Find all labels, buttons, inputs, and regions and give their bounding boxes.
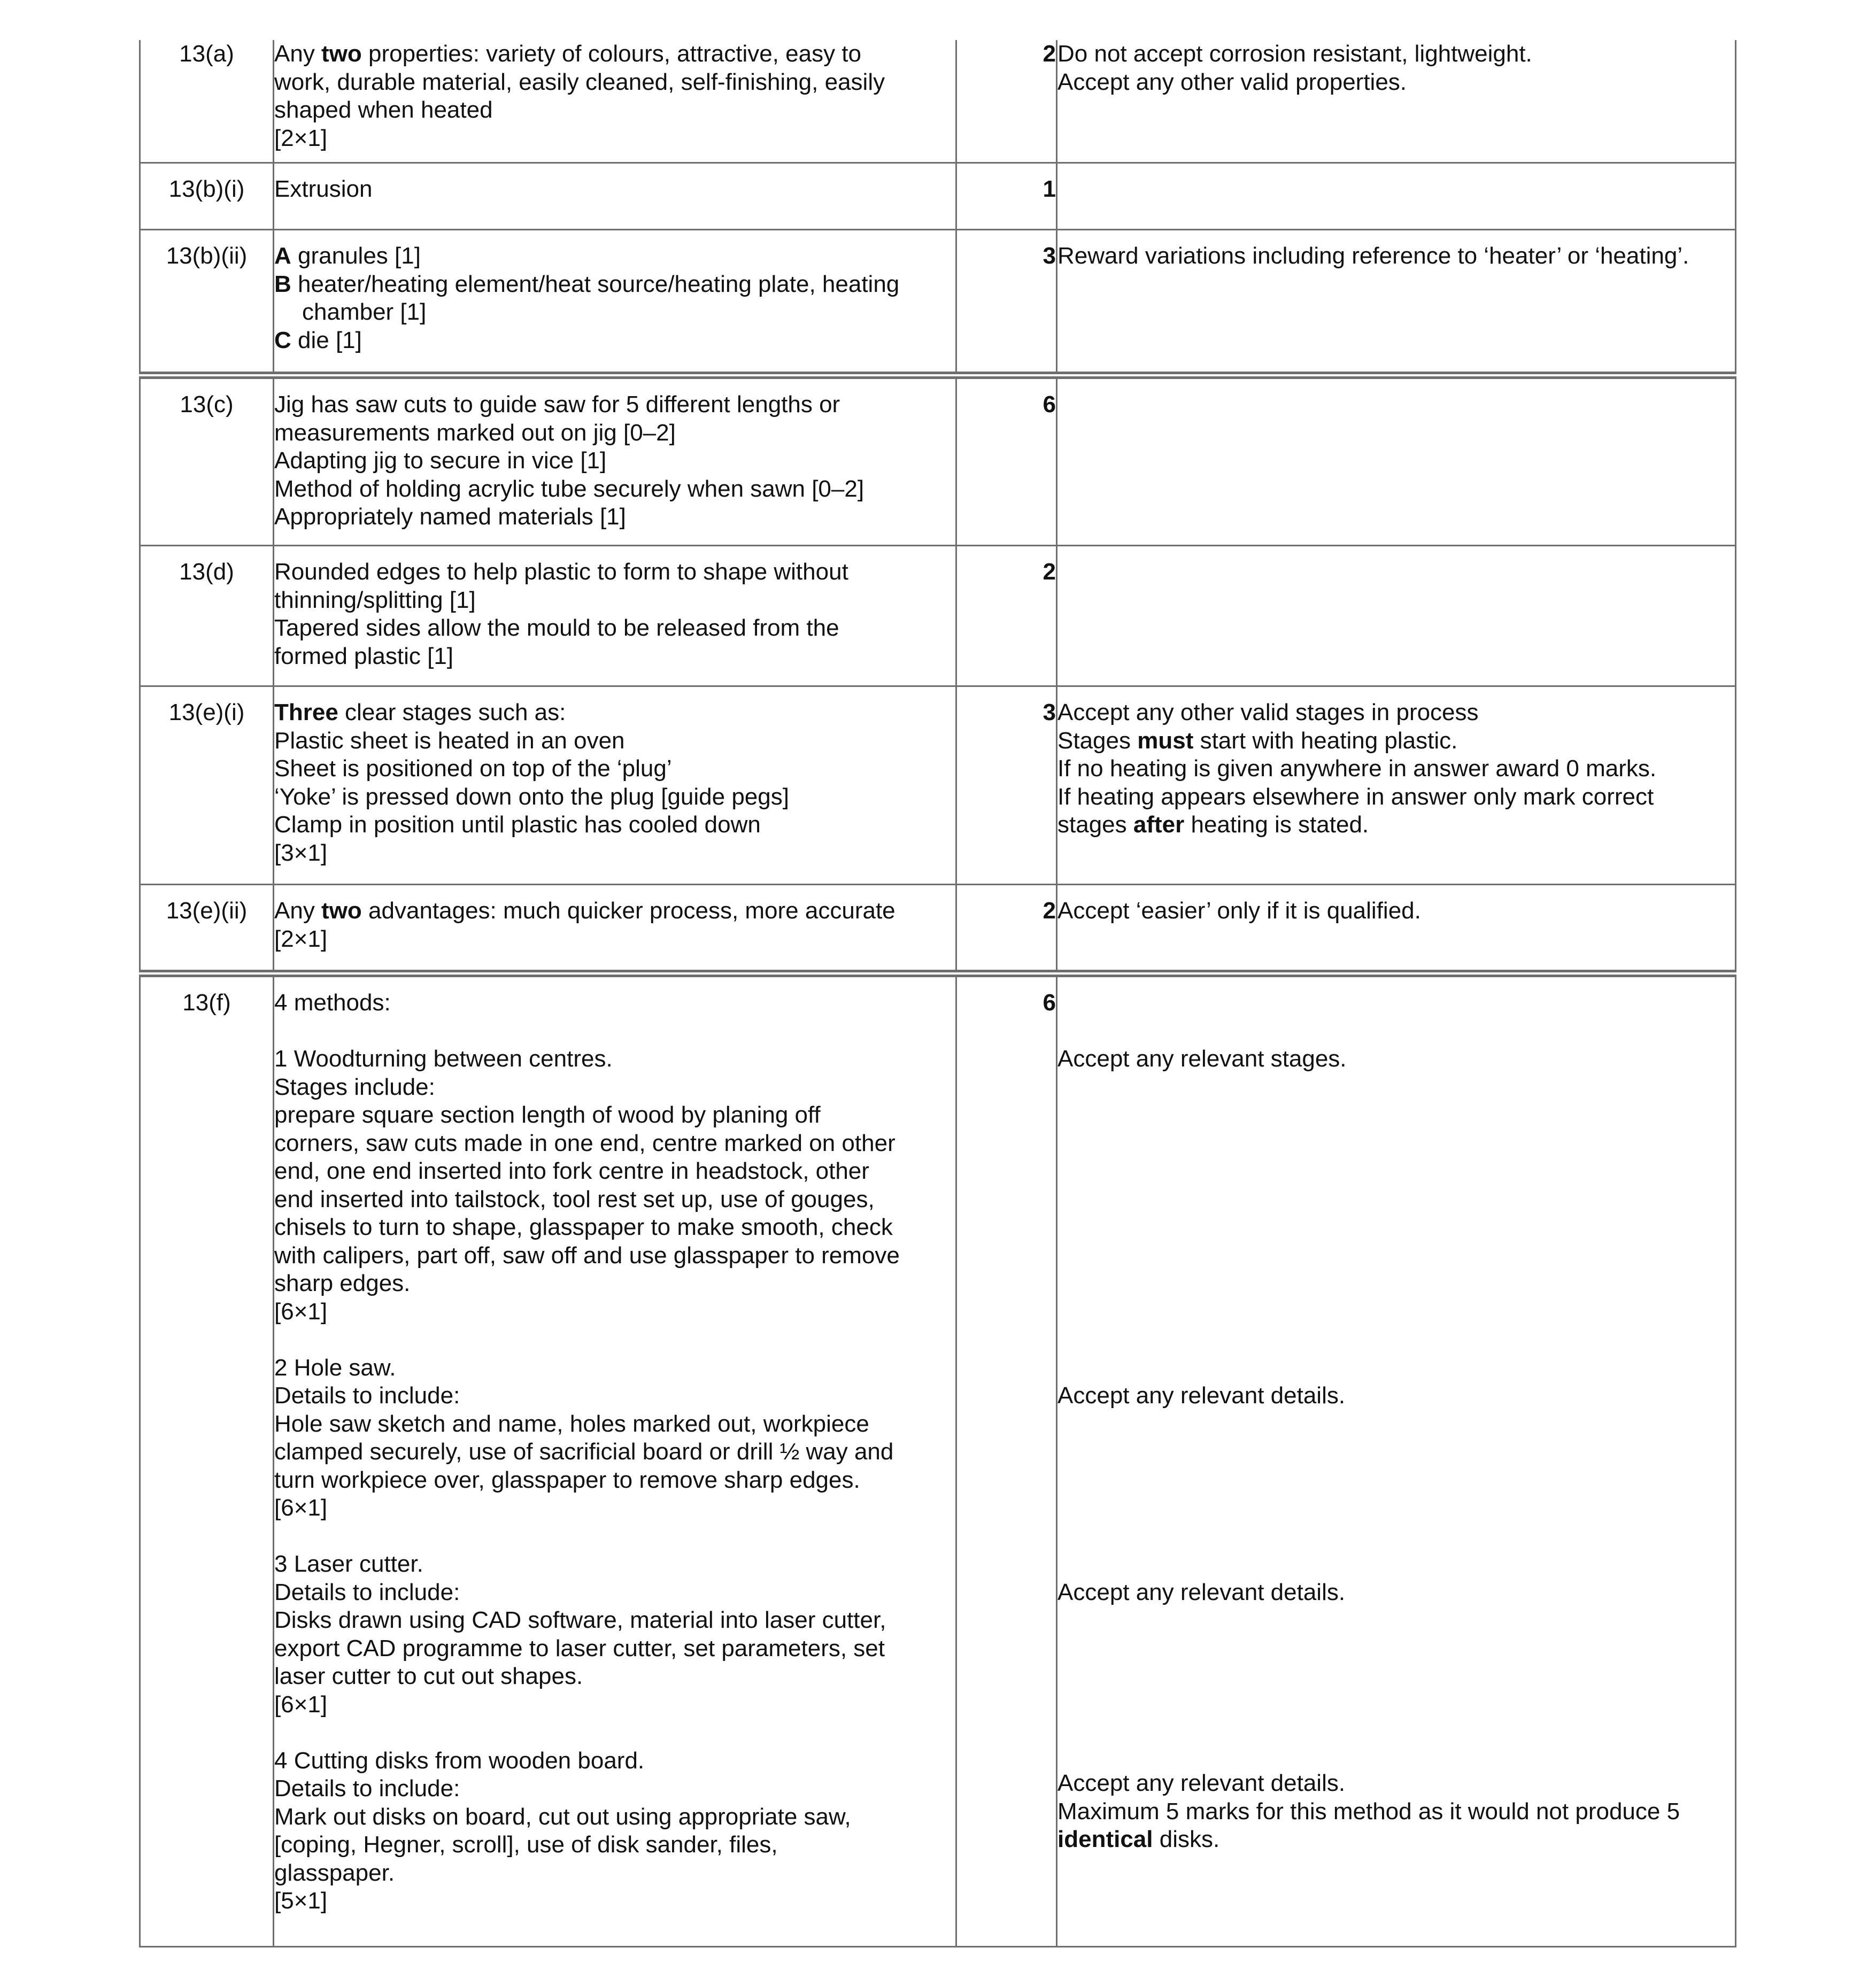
- table-row: [140, 686, 1736, 885]
- answer-cell: Any two advantages: much quicker process, more accurate [2×1]: [274, 885, 956, 974]
- answer-cell: Three clear stages such as: Plastic sheet is heated in an oven Sheet is positioned on top of the ‘plug’ ‘Yoke’ is pressed down onto the plug [guide pegs] Clamp in position until plastic has cooled down [3×1]: [274, 686, 956, 885]
- marks-cell: 3: [956, 230, 1057, 376]
- question-number: 13(f): [140, 973, 274, 1947]
- question-number: 13(b)(i): [140, 163, 274, 230]
- marks-cell: 2: [956, 40, 1057, 163]
- mark-scheme-page: [139, 40, 1735, 1947]
- question-number: 13(e)(ii): [140, 885, 274, 974]
- mark-scheme-table: [139, 40, 1736, 1947]
- guidance-cell: [1057, 546, 1736, 686]
- guidance-cell: [1057, 163, 1736, 230]
- marks-cell: 6: [956, 375, 1057, 546]
- table-row: [140, 546, 1736, 686]
- table-row: [140, 230, 1736, 376]
- marks-cell: 1: [956, 163, 1057, 230]
- question-number: 13(d): [140, 546, 274, 686]
- guidance-cell: Do not accept corrosion resistant, lightweight. Accept any other valid properties.: [1057, 40, 1736, 163]
- guidance-cell: Accept ‘easier’ only if it is qualified.: [1057, 885, 1736, 974]
- answer-cell: 4 methods: 1 Woodturning between centres. Stages include: prepare square section length of wood by planing off corners, saw cuts made in one end, centre marked on other end, one end inserted into fork centre in headstock, other end inserted into tailstock, tool rest set up, use of gouges, chisels to turn to shape, glasspaper to make smooth, check with calipers, part off, saw off and use glasspaper to remove sharp edges. [6×1] 2 Hole saw. Details to include: Hole saw sketch and name, holes marked out, workpiece clamped securely, use of sacrificial board or drill ½ way and turn workpiece over, glasspaper to remove sharp edges. [6×1] 3 Laser cutter. Details to include: Disks drawn using CAD software, material into laser cutter, export CAD programme to laser cutter, set parameters, set laser cutter to cut out shapes. [6×1] 4 Cutting disks from wooden board. Details to include: Mark out disks on board, cut out using appropriate saw, [coping, Hegner, scroll], use of disk sander, files, glasspaper. [5×1]: [274, 973, 956, 1947]
- question-number: 13(c): [140, 375, 274, 546]
- answer-cell: Extrusion: [274, 163, 956, 230]
- answer-cell: Rounded edges to help plastic to form to shape without thinning/splitting [1] Tapered sides allow the mould to be released from the formed plastic [1]: [274, 546, 956, 686]
- marks-cell: 3: [956, 686, 1057, 885]
- table-row: [140, 973, 1736, 1947]
- question-number: 13(a): [140, 40, 274, 163]
- table-row: [140, 885, 1736, 974]
- question-number: 13(e)(i): [140, 686, 274, 885]
- table-row: [140, 375, 1736, 546]
- guidance-cell: [1057, 375, 1736, 546]
- table-row: [140, 40, 1736, 163]
- marks-cell: 2: [956, 885, 1057, 974]
- answer-cell: Jig has saw cuts to guide saw for 5 different lengths or measurements marked out on jig [0–2] Adapting jig to secure in vice [1] Method of holding acrylic tube securely when sawn [0–2] Appropriately named materials [1]: [274, 375, 956, 546]
- marks-cell: 2: [956, 546, 1057, 686]
- guidance-cell: Accept any other valid stages in process Stages must start with heating plastic. If no heating is given anywhere in answer award 0 marks. If heating appears elsewhere in answer only mark correct stages after heating is stated.: [1057, 686, 1736, 885]
- question-number: 13(b)(ii): [140, 230, 274, 376]
- answer-cell: A granules [1] B heater/heating element/heat source/heating plate, heating chamber [1] C die [1]: [274, 230, 956, 376]
- table-row: [140, 163, 1736, 230]
- answer-cell: Any two properties: variety of colours, attractive, easy to work, durable material, easily cleaned, self-finishing, easily shaped when heated [2×1]: [274, 40, 956, 163]
- marks-cell: 6: [956, 973, 1057, 1947]
- guidance-cell: Reward variations including reference to ‘heater’ or ‘heating’.: [1057, 230, 1736, 376]
- guidance-cell: Accept any relevant stages. Accept any relevant details. Accept any relevant details. Accept any relevant details. Maximum 5 marks for this method as it would not produce 5 identical disks.: [1057, 973, 1736, 1947]
